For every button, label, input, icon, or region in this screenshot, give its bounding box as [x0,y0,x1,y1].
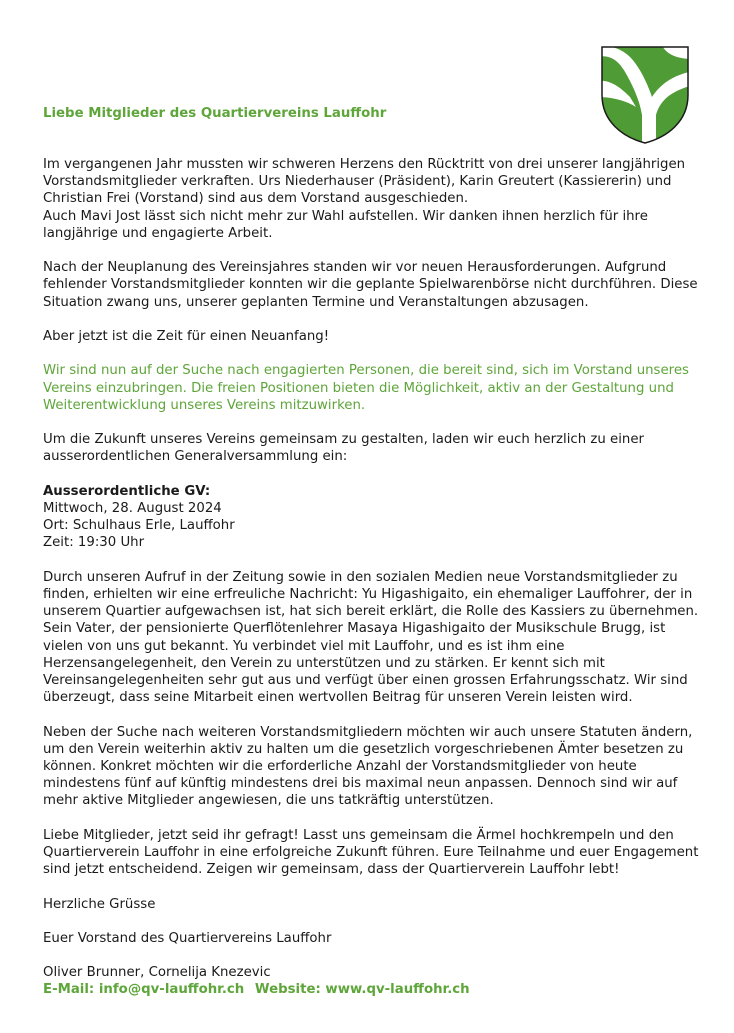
paragraph-invitation: Um die Zukunft unseres Vereins gemeinsam zu gestalten, laden wir euch herzlich zu einer ausserordentlichen Generalversammlung ein: [43,432,644,465]
greeting: Herzliche Grüsse [43,896,156,912]
paragraph-search: Wir sind nun auf der Suche nach engagierten Personen, die bereit sind, sich im Vorstand unseres Vereins einzubringen. Die freien Positionen bieten die Möglichkeit, aktiv an der Gestaltung und Weiterentwicklung unseres Vereins mitzuwirken. [43,363,689,413]
event-location: Ort: Schulhaus Erle, Lauffohr [43,518,235,534]
coat-of-arms-icon [600,45,690,145]
paragraph-challenges: Nach der Neuplanung des Vereinsjahres standen wir vor neuen Herausforderungen. Aufgrund fehlender Vorstandsmitglieder konnten wir die geplante Spielwarenbörse nicht durchführen. Diese Situation zwang uns, unserer geplanten Termine und Veranstaltungen abzusagen. [43,260,698,310]
paragraph-call-to-action: Liebe Mitglieder, jetzt seid ihr gefragt! Lasst uns gemeinsam die Ärmel hochkrempeln und den Quartierverein Lauffohr in eine erfolgreiche Zukunft führen. Eure Teilnahme und euer Engagement sind jetzt entscheidend. Zeigen wir gemeinsam, dass der Quartierverein Lauffohr lebt! [43,827,699,878]
contact-footer [43,982,476,997]
email-link[interactable]: E-Mail: info@qv-lauffohr.ch [43,982,245,997]
paragraph-new-member: Durch unseren Aufruf in der Zeitung sowie in den sozialen Medien neue Vorstandsmitglieder zu finden, erhielten wir eine erfreuliche Nachricht: Yu Higashigaito, ein ehemaliger Lauffohrer, der in unserem Quartier aufgewachsen ist, hat sich bereit erklärt, die Rolle des Kassiers zu übernehmen. Sein Vater, der pensionierte Querflötenlehrer Masaya Higashigaito der Musikschule Brugg, ist vielen von uns gut bekannt. Yu verbindet viel mit Lauffohr, und es ist ihm eine Herzensangelegenheit, den Verein zu unterstützen und zu stärken. Er kennt sich mit Vereinsangelegenheiten sehr gut aus und verfügt über einen grossen Erfahrungsschatz. Wir sind überzeugt, dass seine Mitarbeit einen wertvollen Beitrag für unseren Verein leisten wird. [43,569,699,706]
signatories: Oliver Brunner, Cornelija Knezevic [43,965,271,981]
sender: Euer Vorstand des Quartiervereins Lauffohr [43,930,332,946]
event-date: Mittwoch, 28. August 2024 [43,500,222,516]
event-block [43,483,703,552]
paragraph-new-start: Aber jetzt ist die Zeit für einen Neuanfang! [43,329,330,344]
event-title: Ausserordentliche GV: [43,483,211,499]
paragraph-thanks-text: Auch Mavi Jost lässt sich nicht mehr zur Wahl aufstellen. Wir danken ihnen herzlich für ihre langjährige und engagierte Arbeit. [43,208,648,241]
letter-heading: Liebe Mitglieder des Quartiervereins Lauffohr [43,106,387,121]
paragraph-resignations [43,156,703,242]
letter-body [43,156,703,982]
event-time: Zeit: 19:30 Uhr [43,535,145,551]
paragraph-resignations-text: Im vergangenen Jahr mussten wir schweren Herzens den Rücktritt von drei unserer langjährigen Vorstandsmitglieder verkraften. Urs Niederhauser (Präsident), Karin Greutert (Kassiererin) und Christian Frei (Vorstand) sind aus dem Vorstand ausgeschieden. [43,157,686,207]
website-link[interactable]: Website: www.qv-lauffohr.ch [254,982,470,997]
paragraph-statutes: Neben der Suche nach weiteren Vorstandsmitgliedern möchten wir auch unsere Statuten ändern, um den Verein weiterhin aktiv zu halten um die gesetzlich vorgeschriebenen Ämter besetzen zu können. Konkret möchten wir die erforderliche Anzahl der Vorstandsmitglieder von heute mindestens fünf auf künftig mindestens drei bis maximal neun anpassen. Dennoch sind wir auf mehr aktive Mitglieder angewiesen, die uns tatkräftig unterstützen. [43,724,693,809]
